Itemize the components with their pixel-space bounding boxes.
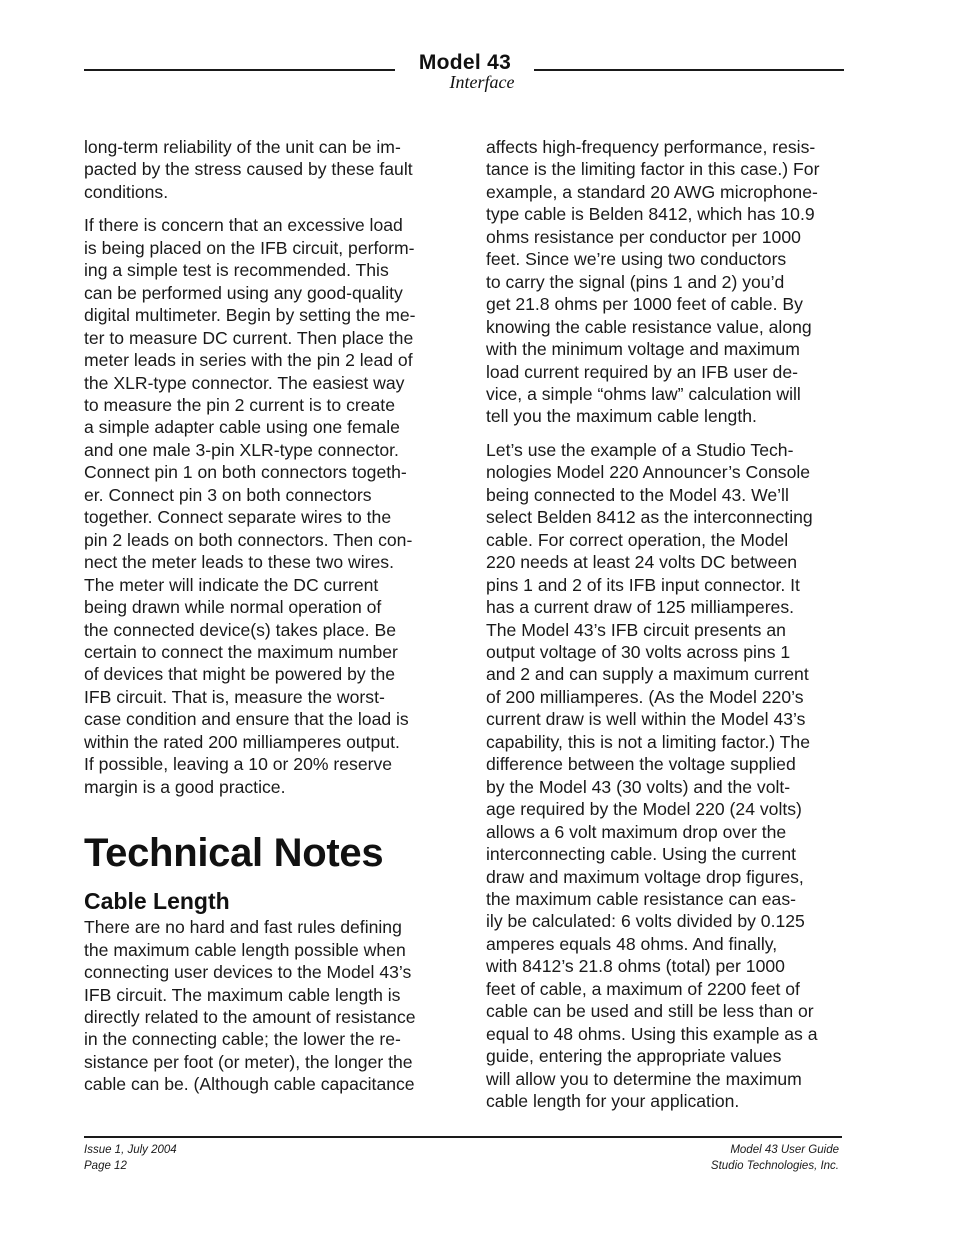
subsection-title: Cable Length xyxy=(84,888,230,915)
body-paragraph: There are no hard and fast rules defining the maximum cable length possible when connecting user devices to the Model 43’s IFB circuit. The maximum cable length is directly related to the amount of resistance in the connecting cable; the lower the re- sistance per foot (or meter), the longer the cable can be. (Although cable capacitance xyxy=(84,917,416,1095)
logo-interface-script: Interface xyxy=(449,72,515,92)
footer-left xyxy=(84,1143,177,1174)
body-paragraph: If there is concern that an excessive load is being placed on the IFB circuit, perform- ing a simple test is recommended. This can be performed using any good-quality digital multimeter. Begin by setting the me- ter to measure DC current. Then place the meter leads in series with the pin 2 lead of the XLR-type connector. The easiest way to measure the pin 2 current is to create a simple adapter cable using one female and one male 3-pin XLR-type connector. Connect pin 1 on both connectors togeth- er. Connect pin 3 on both connectors together. Connect separate wires to the pin 2 leads on both connectors. Then con- nect the meter leads to these two wires. The meter will indicate the DC current being drawn while normal operation of the connected device(s) takes place. Be certain to connect the maximum number of devices that might be powered by the IFB circuit. That is, measure the worst- case condition and ensure that the load is within the rated 200 milliamperes output. If possible, leaving a 10 or 20% reserve margin is a good practice. xyxy=(84,215,416,797)
right-column xyxy=(486,136,846,1123)
logo-model-name: Model 43 xyxy=(418,51,512,74)
footer-guide-title: Model 43 User Guide xyxy=(730,1144,839,1156)
footer-rule xyxy=(84,1136,842,1138)
footer-company: Studio Technologies, Inc. xyxy=(710,1159,839,1172)
body-paragraph: long-term reliability of the unit can be im- pacted by the stress caused by these fault conditions. xyxy=(84,137,413,202)
section-title: Technical Notes xyxy=(84,831,384,876)
header-rule-right xyxy=(534,69,844,71)
header-rule-left xyxy=(84,69,395,71)
body-paragraph: Let’s use the example of a Studio Tech- nologies Model 220 Announcer’s Console being connected to the Model 43. We’ll select Belden 8412 as the interconnecting cable. For correct operation, the Model 220 needs at least 24 volts DC between pins 1 and 2 of its IFB input connector. It has a current draw of 125 milliamperes. The Model 43’s IFB circuit presents an output voltage of 30 volts across pins 1 and 2 and can supply a maximum current of 200 milliamperes. (As the Model 220’s current draw is well within the Model 43’s capability, this is not a limiting factor.) The difference between the voltage supplied by the Model 43 (30 volts) and the volt- age required by the Model 220 (24 volts) allows a 6 volt maximum drop over the interconnecting cable. Using the current draw and maximum voltage drop figures, the maximum cable resistance can eas- ily be calculated: 6 volts divided by 0.125 amperes equals 48 ohms. And finally, with 8412’s 21.8 ohms (total) per 1000 feet of cable, a maximum of 2200 feet of cable can be used and still be less than or equal to 48 ohms. Using this example as a guide, entering the appropriate values will allow you to determine the maximum cable length for your application. xyxy=(486,439,818,1112)
footer-page-number: Page 12 xyxy=(84,1159,127,1172)
header-logo xyxy=(398,52,532,90)
footer-issue: Issue 1, July 2004 xyxy=(84,1144,177,1156)
body-paragraph: affects high-frequency performance, resis- tance is the limiting factor in this case.) For example, a standard 20 AWG microphone- type cable is Belden 8412, which has 10.9 ohms resistance per conductor per 1000 feet. Since we’re using two conductors to carry the signal (pins 1 and 2) you’d get 21.8 ohms per 1000 feet of cable. By knowing the cable resistance value, along with the minimum voltage and maximum load current required by an IFB user de- vice, a simple “ohms law” calculation will tell you the maximum cable length. xyxy=(486,137,820,427)
left-column xyxy=(84,136,444,1107)
footer-right xyxy=(711,1143,839,1174)
